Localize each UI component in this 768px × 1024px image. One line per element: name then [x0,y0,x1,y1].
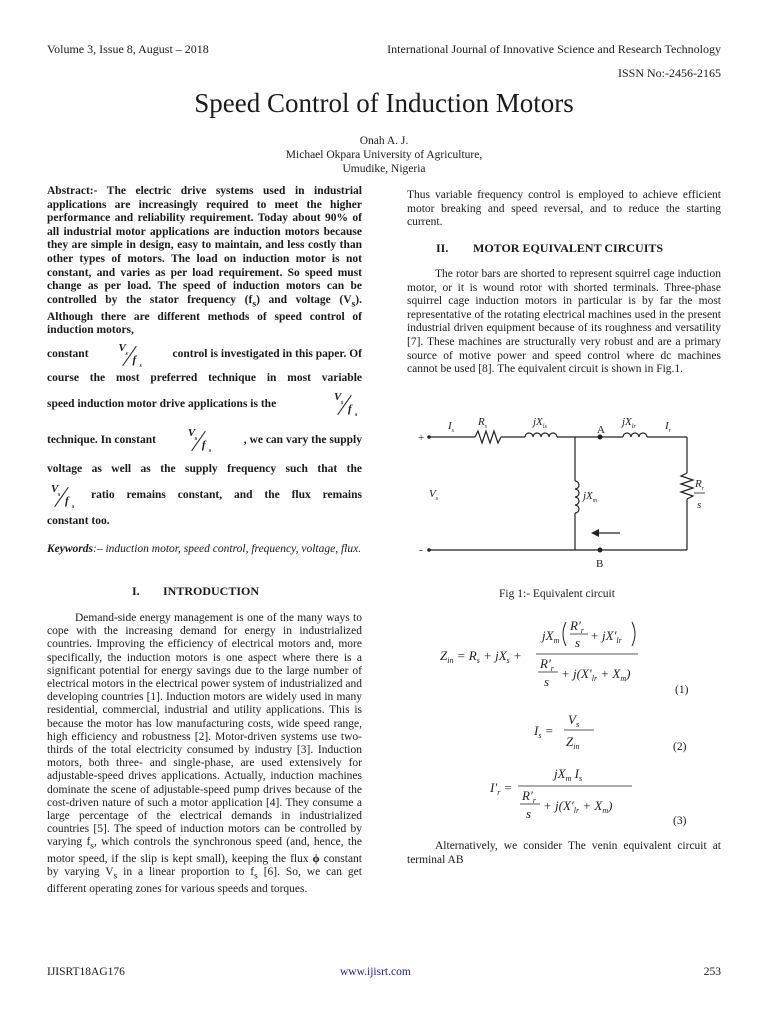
vs-fs-fraction: V s f s [118,341,142,369]
author-affiliation: Michael Okpara University of Agriculture, [285,149,483,161]
circuit-slip: s [697,499,702,511]
svg-text:Zin = Rs + jXs +: $Z_{in} = R_s + jX_s$ + [440,648,522,665]
svg-text:+ j(X′lr + Xm): + $j(X'_{lr} + X_m)$ [543,798,613,815]
abstract-line: speed induction motor drive applications is the V s f s [47,387,362,421]
circuit-plus: + [418,432,425,444]
abstract-line: technique. In constant V s f s , we can vary the supply [47,427,362,455]
svg-text:s: s [526,806,532,821]
intro-heading: INTRODUCTION [163,584,260,598]
equation-2 [532,708,602,756]
circuit-minus: - [419,544,423,556]
author-location: Umudike, Nigeria [342,163,426,175]
journal-issn: ISSN No:-2456-2165 [617,66,721,80]
abstract-line: course the most preferred technique in most variable [47,371,362,384]
circuit-is: $I_s$ [448,420,455,434]
paper-title: Speed Control of Induction Motors [194,88,574,118]
intro-heading-number: I. [132,584,140,598]
journal-volume: Volume 3, Issue 8, August – 2018 [47,42,209,56]
svg-text:R′r: $R'_r$ [570,618,584,635]
vs-fs-fraction: V s f s [187,427,212,455]
svg-text:R′r: $R'_r$ [522,788,536,805]
svg-text:jXm Is: $jX_m$ $I_s$ [554,766,583,783]
vs-fs-fraction: V s f s [334,391,358,419]
equation-3-number: (3) [673,815,687,827]
circuit-rr: $R_r$ [695,478,705,492]
svg-text:I′r =: $I'_r$ = [490,780,513,797]
footer-page-number: 253 [703,966,721,978]
footer-paper-id: IJISRT18AG176 [47,966,125,978]
svg-text:Zin: $Z_{in}$ [566,734,580,751]
circuit-jxm: $jX_m$ [583,490,598,504]
abstract-line: voltage as well as the supply frequency such that the [47,463,362,476]
right-intro-paragraph: Thus variable frequency control is employed to achieve efficient motor breaking and speed reversal, and to reduce the starting current. [407,189,721,229]
circuit-rs: $R_s$ [478,416,488,430]
svg-text:s: s [575,635,581,650]
svg-text:+ j(X′lr + Xm): + $j(X'_{lr} + X_m)$ [561,666,631,683]
svg-text:+ jX′lr: + $jX'_{lr}$ [590,628,622,645]
vs-fs-fraction: V s f s [51,483,75,511]
equation-2-number: (2) [673,741,687,753]
circuit-node-a: A [597,424,605,436]
abstract-line-constant: constant V s f s control is investigated in this paper. Of [47,341,362,369]
circuit-jxls: $jX_{ls}$ [533,416,547,430]
footer-website-link[interactable]: www.ijisrt.com [340,966,411,978]
journal-name: International Journal of Innovative Science and Research Technology [387,42,721,56]
svg-text:jXm: $jX_m$ [542,628,560,645]
section2-heading: MOTOR EQUIVALENT CIRCUITS [473,241,664,255]
svg-text:Is =: $I_s$ = [534,723,554,740]
equivalent-circuit-diagram [415,405,705,575]
section2-paragraph: The rotor bars are shorted to represent squirrel cage induction motor, or it is wound rotor with shorted terminals. Three-phase squirrel cage induction motors in particular is by far the most representative of the rotating electrical machines used in the present industrial driven equipment because of its roughness and versatility [7]. These machines are structurally very robust and are a primary source of motive power and speed control where dc machines cannot be used [8]. The equivalent circuit is shown in Fig.1. [407,268,721,376]
abstract [47,185,362,556]
svg-text:s: s [544,674,550,689]
keywords: Keywords:– induction motor, speed control, frequency, voltage, flux. [47,542,362,555]
section2-heading-number: II. [436,241,449,255]
circuit-node-b: B [596,558,604,570]
circuit-ir: $I_r$ [665,420,672,434]
thevenin-paragraph: Alternatively, we consider The venin equivalent circuit at terminal AB [407,840,721,866]
abstract-line: V s f s ratio remains constant, and the flux remains [47,479,362,513]
circuit-jxlr: $jX_{lr}$ [622,416,636,430]
svg-text:R′r: $R'_r$ [540,656,554,673]
abstract-line: constant too. [47,515,110,528]
abstract-body: Abstract:- The electric drive systems used in industrial applications are increasingly required to meet the higher performance and reliability requirement. Today about 90% of all industrial motor applications are induction motors because they are simple in design, easy to maintain, and less costly than other types of motors. The load on induction motor is not constant, and varies as per load requirement. So speed must change as per load. The speed of induction motors can be controlled by the stator frequency $(f_s)$ and voltage $(V_s)$. Although there are different methods of speed control of induction motors, [47,185,362,337]
figure-caption: Fig 1:- Equivalent circuit [499,588,615,600]
svg-text:Vs: $V_s$ [568,712,580,729]
equation-1 [438,612,648,694]
author-name: Onah A. J. [359,135,409,147]
equation-3 [488,762,648,822]
circuit-vs: $V_s$ [429,488,439,502]
equation-1-number: (1) [675,684,689,696]
intro-paragraph: Demand-side energy management is one of the many ways to cope with the increasing demand for energy in industrialized countries. Improving the efficiency of electrical motors and, more specifically, the induction motors is one aspect where there is a significant potential for energy savings due to the large number of electrical motors in the electrical power system of industrialized and developing countries [1]. Induction motors are widely used in many residential, commercial, industrial and utility applications. This is because the motor has low manufacturing costs, wide speed range, high efficiency and robustness [2]. Motor-driven systems use two-thirds of the total electricity consumed by industry [3]. Induction motors, both three- and single-phase, are used extensively for adjustable-speed drives applications. Actually, induction machines dominate the scene of adjustable-speed pump drives because of the cost-driven nature of such a motor application [4]. They consume a large percentage of the electrical demands in industrialized countries [5]. The speed of induction motors can be controlled by varying $f_s$, which controls the synchronous speed (and, hence, the motor speed, if the slip is kept small), keeping the flux ϕ constant by varying $V_s$ in a linear proportion to $f_s$ [6]. So, we can get different operating zones for various speeds and torques. [47,612,362,895]
